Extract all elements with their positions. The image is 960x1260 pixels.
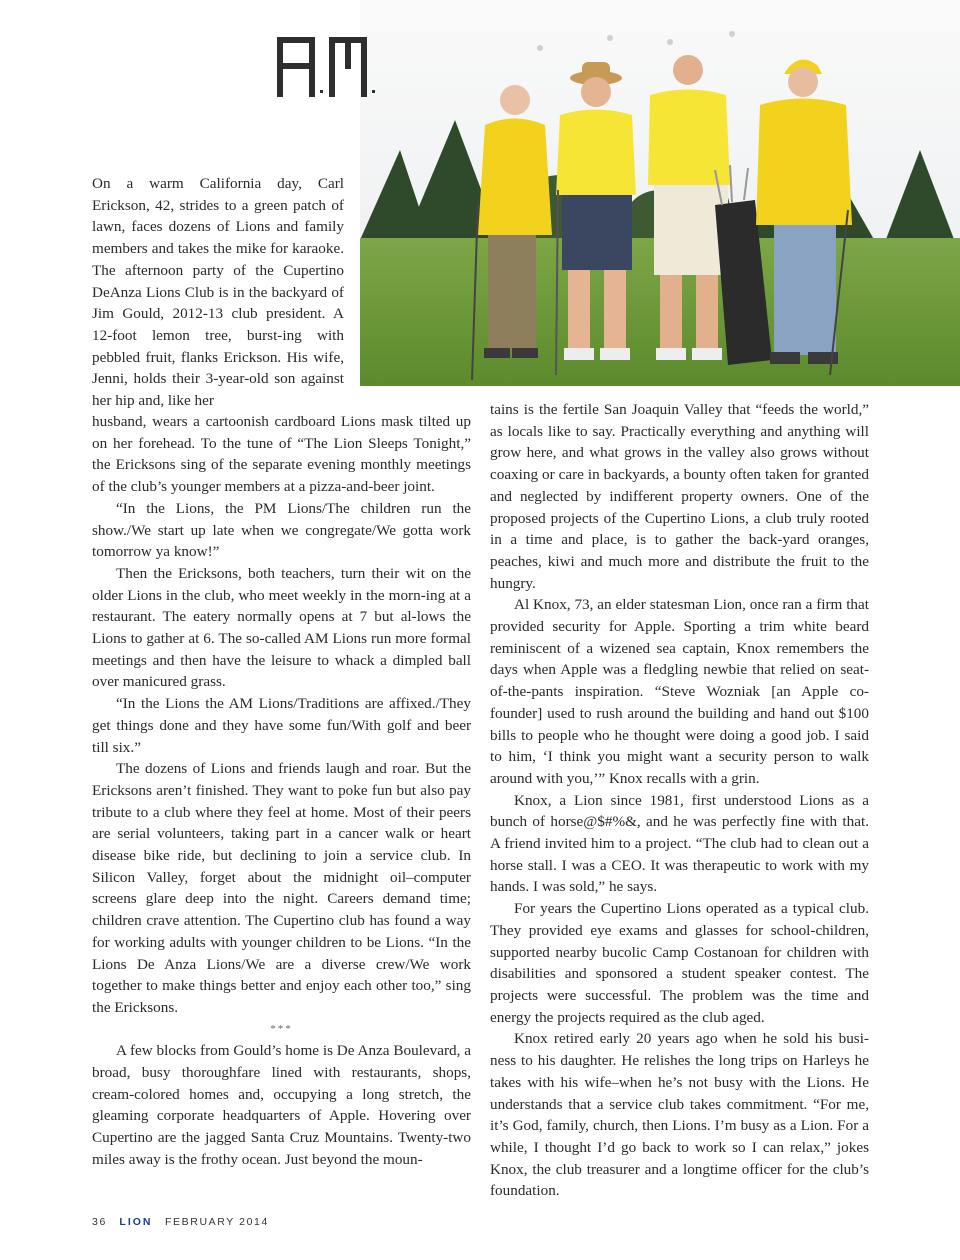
magazine-name: LION xyxy=(119,1216,153,1228)
paragraph: On a warm California day, Carl Erickson, 42, strides to a green patch of lawn, faces dozens of Lions and family members and takes the mike for karaoke. The afternoon party of the Cupertino DeAnza Lions Club is in the backyard of Jim Gould, 2012-13 club president. A 12-foot lemon tree, burst-ing with pebbled fruit, flanks Erickson. His wife, Jenni, holds their 3-year-old son against her hip and, like her xyxy=(92,175,344,410)
paragraph: “In the Lions, the PM Lions/The children run the show./We start up late when we congregate/We gotta work tomorrow ya know!” xyxy=(92,499,471,561)
four-lions-members-photo-icon xyxy=(360,0,960,386)
article-right-column xyxy=(490,399,869,1202)
paragraph: “In the Lions the AM Lions/Traditions are affixed./They get things done and they have some fun/With golf and beer till six.” xyxy=(92,695,471,756)
paragraph: Then the Ericksons, both teachers, turn their wit on the older Lions in the club, who meet weekly in the morn-ing at a restaurant. The eatery normally opens at 7 but al-lows the Lions to gather at 6. The so-called AM Lions run more formal meetings and then have the leisure to whack a dimpled ball over manicured grass. xyxy=(92,564,471,691)
paragraph: Knox retired early 20 years ago when he sold his busi-ness to his daughter. He relishes the long trips on Harleys he takes with his wife–when he’s not busy with the Lions. He understands that a service club takes commitment. “For me, it’s God, family, church, then Lions. I’m busy as a Lion. For a while, I thought I’d go back to work so I can relax,” jokes Knox, the club treasurer and a longtime officer for the club’s foundation. xyxy=(490,1030,869,1200)
section-divider: *** xyxy=(270,1022,293,1035)
paragraph: Al Knox, 73, an elder statesman Lion, once ran a firm that provided security for Apple. Sporting a trim white beard reminiscent of a wizened sea captain, Knox remembers the days when Apple was a fledgling newbie that relied on seat-of-the-pants inspiration. “Steve Wozniak [an Apple co-founder] used to rush around the building and hand out $100 bills to people who he thought were doing a good job. I said to him, ‘I think you might want a security person to walk around with you,’” Knox recalls with a grin. xyxy=(490,596,869,787)
paragraph: tains is the fertile San Joaquin Valley that “feeds the world,” as locals like to say. Practically everything and anything will grow here, and what grows in the valley also grows without coaxing or care in backyards, a bounty often taken for granted and neglected by indifferent property owners. One of the proposed projects of the Cupertino Lions, a club truly rooted in a time and place, is to gather the back-yard oranges, peaches, kiwi and much more and distribute the fruit to the hungry. xyxy=(490,401,869,592)
article-left-top xyxy=(92,173,344,412)
lions-group-photo xyxy=(360,0,960,386)
page-number: 36 xyxy=(92,1216,107,1228)
paragraph: The dozens of Lions and friends laugh and roar. But the Ericksons aren’t finished. They want to poke fun but also pay tribute to a club where they feel at home. Most of their peers are serial volunteers, taking part in a cancer walk or heart disease bike ride, but declining to join a service club. In Silicon Valley, forget about the midnight oil–computer screens glare deep into the night. Careers demand time; children crave attention. The Cupertino club has found a way for working adults with younger children to be Lions. “In the Lions De Anza Lions/We are a diverse crew/We work together to make things better and enjoy each other too,” sing the Ericksons. xyxy=(92,760,471,1016)
paragraph: husband, wears a cartoonish cardboard Lions mask tilted up on her forehead. To the tune of “The Lion Sleeps Tonight,” the Ericksons sing of the separate evening monthly meetings of the club’s younger members at a pizza-and-beer joint. xyxy=(92,413,471,496)
paragraph: For years the Cupertino Lions operated as a typical club. They provided eye exams and glasses for school-children, supported nearby bucolic Camp Costanoan for children with disabilities and sponsored a student speaker contest. The projects were successful. The problem was the time and energy the projects required as the club aged. xyxy=(490,900,869,1026)
paragraph: A few blocks from Gould’s home is De Anza Boulevard, a broad, busy thoroughfare lined with restaurants, shops, cream-colored homes and, occupying a long stretch, the gleaming corporate headquarters of Apple. Hovering over Cupertino are the jagged Santa Cruz Mountains. Twenty-two miles away is the frothy ocean. Just beyond the moun- xyxy=(92,1042,471,1168)
digital-am-headline-icon xyxy=(276,34,386,98)
folio xyxy=(92,1216,269,1228)
issue-date: FEBRUARY 2014 xyxy=(165,1216,269,1228)
article-left-bottom xyxy=(92,411,471,1171)
paragraph: Knox, a Lion since 1981, first understood Lions as a bunch of horse@$#%&, and he was perfectly fine with that. A friend invited him to a project. “The club had to clean out a horse stall. I was a CEO. It was therapeutic to work with my hands. I was sold,” he says. xyxy=(490,791,869,896)
headline xyxy=(276,34,386,103)
